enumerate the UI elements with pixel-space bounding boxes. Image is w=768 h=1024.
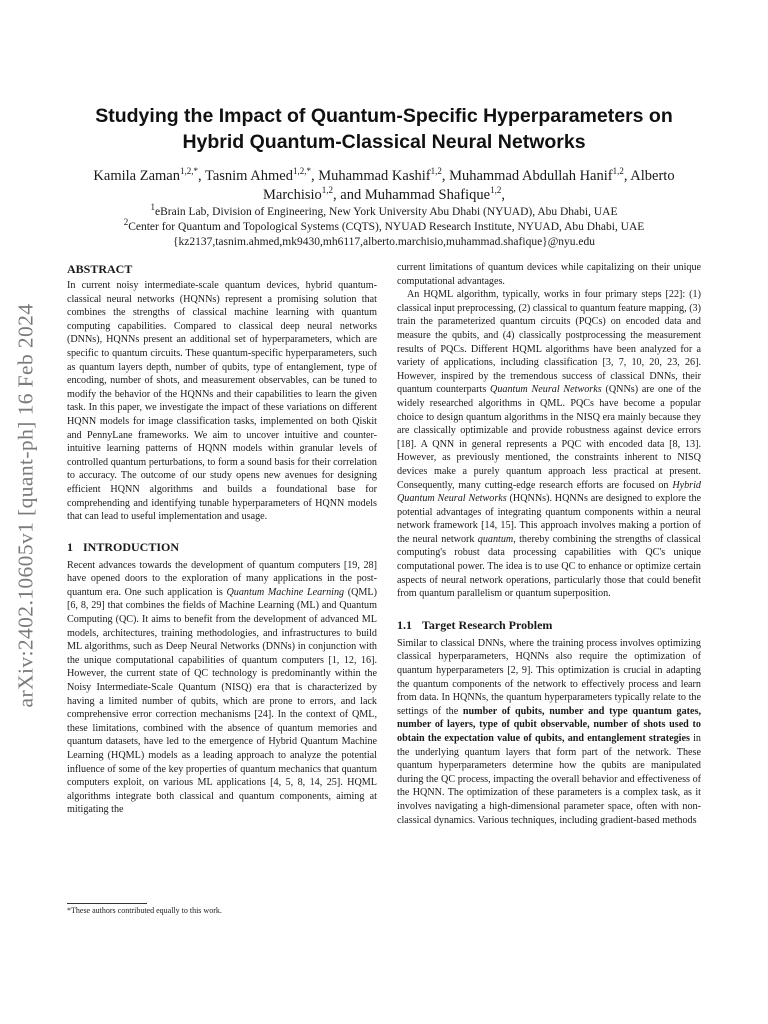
arxiv-id: arXiv:2402.10605v1 [quant-ph] 16 Feb 2024 <box>13 303 38 707</box>
author: Muhammad Shafique$^{1,2}$, <box>364 185 505 203</box>
affiliation: $^2$Center for Quantum and Topological Systems (CQTS), NYUAD Research Institute, NYUAD, Abu Dhabi, UAE <box>123 217 645 233</box>
affiliation: $^1$eBrain Lab, Division of Engineering, New York University Abu Dhabi (NYUAD), Abu Dhabi, UAE <box>150 202 618 218</box>
intro-paragraph-2: An HQML algorithm, typically, works in four primary steps [22]: (1) classical input preprocessing, (2) classical to quantum feature mapping, (3) train the parameterized quantum circuits (PQCs) on encoded data and measure the qubits, and (4) classically postprocessing the measurement results of PQCs. Different HQML algorithms have been analyzed for a variety of applications, including classification [3, 7, 10, 20, 23, 26]. However, inspired by the tremendous success of classical DNNs, their quantum counterparts Quantum Neural Networks (QNNs) are one of the widely researched algorithms in QML. PQCs have become a popular choice to design quantum algorithms in the NISQ era mainly because they are classically optimizable and provide robustness against device errors [18]. A QNN in general represents a PQC with encoded data [8, 13]. However, as previously mentioned, the constraints inherent to NISQ devices make a purely quantum approach less practical at present. Consequently, many cutting-edge research efforts are focused on Hybrid Quantum Neural Networks (HQNNs). HQNNs are designed to explore the potential advantages of integrating quantum components within a neural network framework [14, 15]. This approach involves making a portion of the neural network quantum, thereby combining the strengths of classical computing's robust data processing capabilities with QC's unique computational power. The idea is to use QC to enhance or optimize certain aspects of neural network operations, particularly those that could benefit from quantum parallelism or quantum superposition. <box>397 289 701 600</box>
left-column <box>67 261 377 817</box>
author-list <box>70 167 698 205</box>
target-research-problem-heading: 1.1 Target Research Problem <box>397 617 553 632</box>
author: Kamila Zaman$^{1,2,*}$, <box>93 166 205 184</box>
intro-paragraph-1: Recent advances towards the development of quantum computers [19, 28] have opened doors to the exploration of many applications in the post-quantum era. One such application is Quantum Machine Learning (QML) [6, 8, 29] that combines the fields of Machine Learning (ML) and Quantum Computing (QC). It aims to benefit from the development of advanced ML models, architectures, training methodologies, and infrastructures to build ML algorithms, such as Deep Neural Networks (DNNs) in conjunction with the unique computational capabilities of quantum computers [1, 12, 16]. However, the current state of QC technology is predominantly within the Noisy Intermediate-Scale Quantum (NISQ) era that is characterized by having a limited number of qubits, which are prone to errors, and lack comprehensive error correction mechanisms [24]. In the context of QML, these limitations, combined with the absence of quantum memories and quantum datasets, have led to the emergence of Hybrid Quantum Machine Learning (HQML) models as a leading approach to analyze the potential influence of some of the key properties of quantum mechanics that quantum computers exploit, on various ML applications [4, 5, 8, 14, 25]. HQML algorithms integrate both classical and quantum components, aiming at mitigating the <box>67 559 377 816</box>
footnote-divider <box>67 903 147 904</box>
author: Alberto Marchisio$^{1,2}$, and <box>263 168 675 203</box>
abstract-heading: ABSTRACT <box>67 262 133 276</box>
right-column <box>397 261 701 827</box>
author: Muhammad Abdullah Hanif$^{1,2}$, <box>449 166 631 184</box>
author: Muhammad Kashif$^{1,2}$, <box>318 166 450 184</box>
intro-paragraph-1-continued: current limitations of quantum devices while capitalizing on their unique computational advantages. <box>397 262 701 287</box>
abstract-body: In current noisy intermediate-scale quantum devices, hybrid quantum-classical neural networks (HQNNs) represent a promising solution that combines the strengths of classical machine learning with quantum computing capabilities. Compared to classical deep neural networks (DNNs), HQNNs present an additional set of hyperparameters, which are specific to quantum circuits. These quantum-specific hyperparameters, such as quantum layers depth, number of qubits, type of entanglement, type of encoding, number of shots, and measurement observables, can be tuned to modify the behavior of the HQNNs and their capabilities to learn the given task. In this paper, we investigate the impact of these variations on different HQNN models for image classification tasks, implemented on both Qiskit and PennyLane frameworks. We aim to uncover intuitive and counter-intuitive learning patterns of HQNN models within granular levels of controlled quantum perturbations, to form a sound basis for their correlation to accuracy. The outcome of our study opens new avenues for designing efficient HQNN algorithms and builds a foundational base for comprehending and identifying tunable hyperparameters of HQNN models that can lead to useful implementation and usage. <box>67 280 377 523</box>
target-research-problem-paragraph: Similar to classical DNNs, where the training process involves optimizing classical hyperparameters, HQNNs also require the optimization of quantum hyperparameters [2, 9]. This optimization is crucial in adapting the quantum components of the network to effectively process and learn from data. In HQNNs, the quantum hyperparameters typically relate to the settings of the number of qubits, number and type quantum gates, number of layers, type of qubit observable, number of shots used to obtain the expectation value of qubits, and entanglement strategies in the underlying quantum layers that form part of the network. These quantum hyperparameters determine how the qubits are manipulated during the QC process, impacting the overall behavior and effectiveness of the HQNN. The optimization of these parameters is a complex task, as it involves navigating a high-dimensional parameter space, often with non-classical dynamics. Various techniques, including gradient-based methods <box>397 637 701 826</box>
paper-title: Studying the Impact of Quantum-Specific Hyperparameters on Hybrid Quantum-Classical Neural Networks <box>95 105 673 153</box>
arxiv-identifier-stamp <box>4 262 48 748</box>
author-emails: {kz2137,tasnim.ahmed,mk9430,mh6117,alberto.marchisio,muhammad.shafique}@nyu.edu <box>172 236 596 248</box>
footnote: *These authors contributed equally to this work. <box>67 906 222 915</box>
introduction-heading: 1 INTRODUCTION <box>67 539 180 554</box>
affiliations <box>70 202 698 250</box>
author: Tasnim Ahmed$^{1,2,*}$, <box>204 166 319 184</box>
